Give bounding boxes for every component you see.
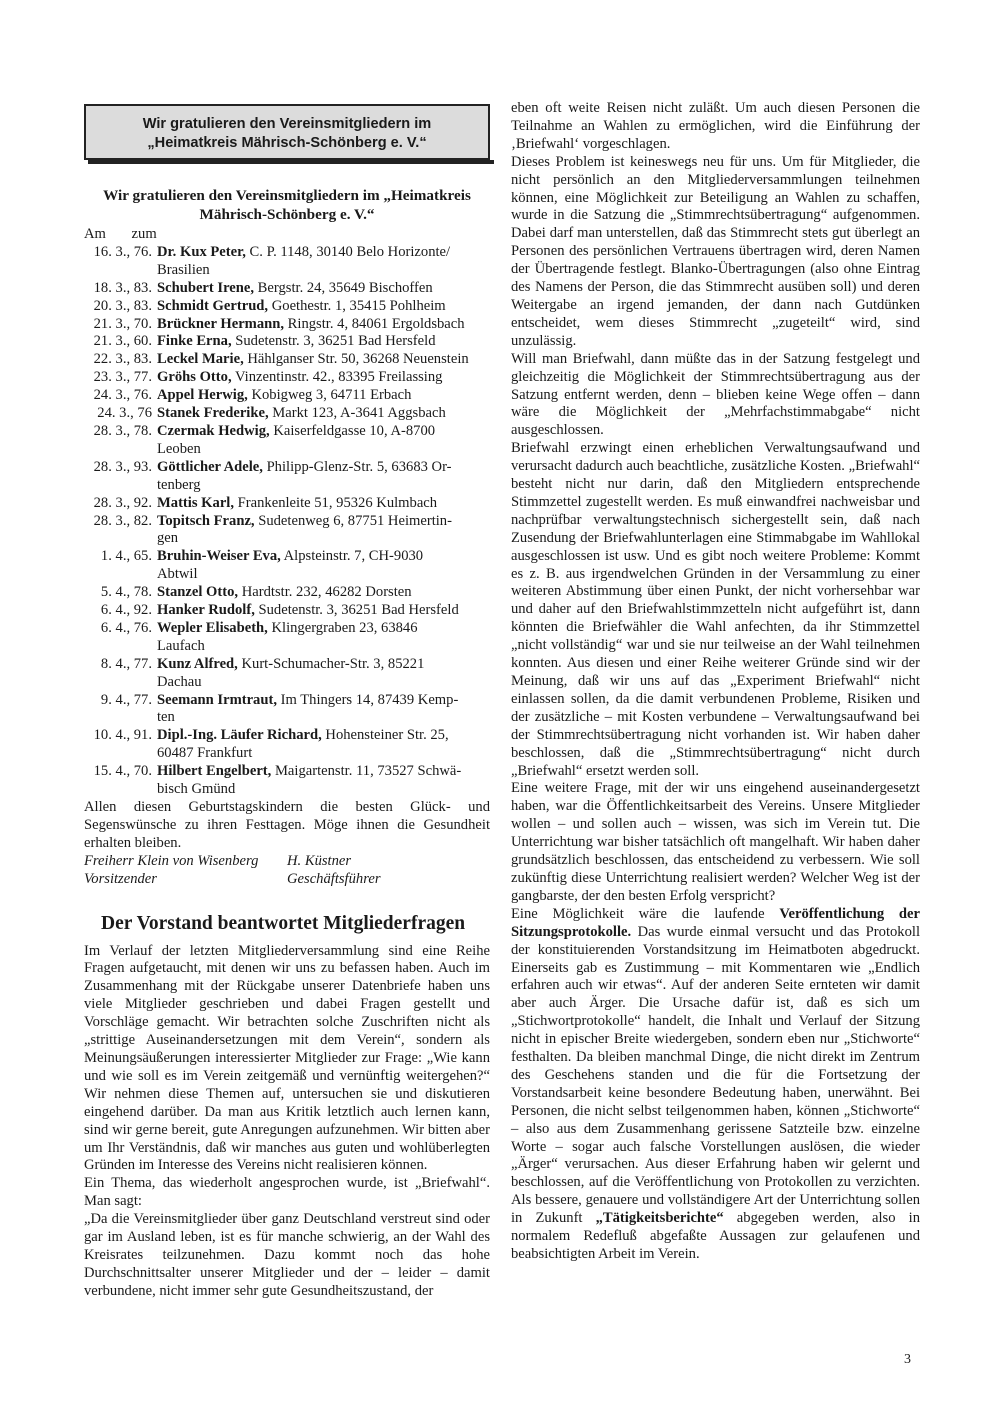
member-address: Vinzentinstr. 42., 83395 Freilassing	[231, 369, 443, 386]
member-address: Goethestr. 1, 35415 Pohlheim	[268, 297, 446, 314]
birthday-date: 10. 4., 91.	[93, 727, 152, 744]
member-address: Philipp-Glenz-Str. 5, 63683 Or-	[262, 458, 452, 475]
member-name: Dipl.-Ing. Läufer Richard,	[157, 727, 322, 744]
birthday-entry	[84, 387, 490, 405]
member-name: Wepler Elisabeth,	[157, 619, 268, 636]
birthday-date: 6. 4., 76.	[100, 619, 152, 636]
member-name: Hanker Rudolf,	[157, 602, 255, 619]
member-name: Brückner Hermann,	[157, 315, 285, 332]
birthday-details	[157, 423, 490, 459]
member-address: Hardtstr. 232, 46282 Dorsten	[238, 584, 412, 601]
label-zum: zum	[131, 226, 157, 242]
article-paragraph	[511, 906, 920, 1264]
birthday-details	[157, 727, 490, 763]
birthday-details	[157, 351, 490, 369]
birthday-entry	[84, 369, 490, 387]
member-address: Bergstr. 24, 35649 Bischoffen	[254, 279, 433, 296]
member-name: Dr. Kux Peter,	[157, 243, 246, 260]
article-paragraph: Ein Thema, das wiederholt angesprochen wurde, ist „Briefwahl“. Man sagt:	[84, 1175, 490, 1210]
birthday-date: 28. 3., 93.	[93, 458, 152, 475]
left-column	[84, 100, 490, 1301]
birthday-date: 16. 3., 76.	[93, 243, 152, 260]
text-run: abgegeben werden, also in normalem Redefluß abgefaßte Aussagen zur gelaufenen und beabsichtigten Arbeit im Verein.	[511, 1210, 920, 1262]
member-address: Kobigweg 3, 64711 Erbach	[247, 387, 412, 404]
birthday-date: 1. 4., 65.	[100, 548, 152, 565]
member-name: Hilbert Engelbert,	[157, 763, 272, 780]
member-address: Frankenleite 51, 95326 Kulmbach	[234, 494, 438, 511]
member-name: Leckel Marie,	[157, 351, 244, 368]
birthday-entry	[84, 513, 490, 549]
right-column	[511, 100, 920, 1264]
birthday-details	[157, 280, 490, 298]
member-address-continued: Brasilien	[157, 261, 210, 278]
birthday-details	[157, 513, 490, 549]
birthday-details	[157, 620, 490, 656]
birthday-details	[157, 495, 490, 513]
bold-term: Veröffentlichung der Sitzungsprotokolle.	[511, 905, 921, 940]
birthday-date: 8. 4., 77.	[100, 655, 152, 672]
birthday-date: 23. 3., 77.	[93, 369, 152, 386]
member-address: Klingergraben 23, 63846	[267, 619, 418, 636]
member-name: Mattis Karl,	[157, 494, 235, 511]
signature-right-role: Geschäftsführer	[287, 870, 381, 887]
birthday-details	[157, 602, 490, 620]
subhead-line-1: Wir gratulieren den Vereinsmitgliedern im „Heimatkreis	[103, 187, 471, 204]
member-address: Sudetenstr. 3, 36251 Bad Hersfeld	[254, 602, 459, 619]
member-name: Kunz Alfred,	[157, 655, 238, 672]
member-address: Hählganser Str. 50, 36268 Neuenstein	[243, 351, 469, 368]
member-address: Im Thingers 14, 87439 Kemp-	[276, 691, 459, 708]
birthday-date: 28. 3., 92.	[93, 494, 152, 511]
article-paragraph: Eine weitere Frage, mit der wir uns eingehend auseinandergesetzt haben, war die Öffentlichkeitsarbeit des Vereins. Unsere Mitglieder wollen – und sollen auch – wissen, was sich im Verein tut. Die Unterrichtung war bisher tatsächlich oft mangelhaft. Wir haben daher grundsätzlich beschlossen, das entscheidend zu verbessern. Wie soll zukünftig diese Unterrichtung realisiert werden? Welcher Weg ist der gangbarste, der den besten Erfolg verspricht?	[511, 780, 920, 904]
box-title-line-2: „Heimatkreis Mährisch-Schönberg e. V.“	[147, 135, 427, 151]
birthday-entry	[84, 316, 490, 334]
member-address: Markt 123, A-3641 Aggsbach	[268, 405, 446, 422]
birthday-details	[157, 298, 490, 316]
birthday-details	[157, 548, 490, 584]
birthday-date: 24. 3., 76	[97, 405, 152, 422]
birthday-list	[84, 244, 490, 799]
birthday-entry	[84, 244, 490, 280]
birthday-entry	[84, 584, 490, 602]
birthday-date: 24. 3., 76.	[93, 387, 152, 404]
birthday-details	[157, 369, 490, 387]
member-address-continued: Leoben	[157, 440, 201, 457]
birthday-date: 21. 3., 70.	[93, 315, 152, 332]
birthday-entry	[84, 620, 490, 656]
birthday-entry	[84, 495, 490, 513]
member-address-continued: 60487 Frankfurt	[157, 745, 253, 762]
member-address-continued: gen	[157, 530, 179, 547]
member-name: Bruhin-Weiser Eva,	[157, 548, 281, 565]
birthday-date: 6. 4., 92.	[100, 602, 152, 619]
article-title: Der Vorstand beantwortet Mitgliederfragen	[101, 912, 466, 934]
column-labels	[84, 226, 490, 244]
member-address-continued: Dachau	[157, 673, 202, 690]
closing-wishes: Allen diesen Geburtstagskindern die besten Glück- und Segenswünsche zu ihren Festtagen. Möge ihnen die Gesundheit erhalten bleiben.	[84, 799, 490, 851]
birthday-entry	[84, 405, 490, 423]
birthday-entry	[84, 548, 490, 584]
signature-right-name: H. Küstner	[287, 852, 352, 869]
box-title-line-1: Wir gratulieren den Vereinsmitgliedern im	[142, 116, 432, 132]
page-number: 3	[904, 1352, 911, 1367]
birthday-details	[157, 244, 490, 280]
birthday-entry	[84, 602, 490, 620]
birthday-entry	[84, 692, 490, 728]
congratulation-box	[84, 104, 490, 160]
birthday-details	[157, 316, 490, 334]
member-address: Alpsteinstr. 7, CH-9030	[280, 548, 424, 565]
birthday-details	[157, 692, 490, 728]
birthday-date: 5. 4., 78.	[100, 584, 152, 601]
signature-left-name: Freiherr Klein von Wisenberg	[84, 852, 259, 869]
birthday-date: 9. 4., 77.	[100, 691, 152, 708]
text-run: Das wurde einmal versucht und das Protokoll der konstituierenden Vorstandsitzung im Heimatboten abgedruckt. Einerseits gab es Zustimmung – mit Kommentaren wie „Endlich erfahren auch wir etwas“. Auf der anderen Seite ernteten wir damit aber auch Ärger. Die Ursache dafür ist, daß es sich um „Stichwortprotokolle“ handelt, die Inhalt und Verlauf der Sitzung nicht in epischer Breite wiedergeben, sondern eben nur „Stichworte“ festhalten. Da bleiben manchmal Dinge, die nicht direkt im Zentrum des Geschehens standen und die für die Fortsetzung der Vorstandsarbeit keine besondere Bedeutung haben, unerwähnt. Bei Personen, die nicht selbst teilgenommen haben, können „Stichworte“ – also aus dem Zusammenhang gerissene Satzteile bzw. einzelne Worte – sogar auch falsche Vorstellungen auslösen, die wieder „Ärger“ verursachen. Aus dieser Erfahrung haben wir gelernt und beschlossen, auf die Veröffentlichung von Protokollen zu verzichten. Als bessere, genauere und vollständigere Art der Unterrichtung sollen in Zukunft	[511, 923, 920, 1227]
article-paragraph: „Da die Vereinsmitglieder über ganz Deutschland verstreut sind oder gar im Ausland leben, ist es für manche schwierig, an der Wahl des Kreisrates teilzunehmen. Dazu kommt noch das hohe Durchschnittsalter unserer Mitglieder und der – leider – damit verbundene, nicht immer sehr gute Gesundheitszustand, der	[84, 1211, 490, 1299]
birthday-details	[157, 405, 490, 423]
birthday-date: 20. 3., 83.	[93, 297, 152, 314]
birthday-entry	[84, 656, 490, 692]
birthday-details	[157, 387, 490, 405]
member-address: Ringstr. 4, 84061 Ergoldsbach	[284, 315, 465, 332]
member-name: Seemann Irmtraut,	[157, 691, 277, 708]
member-name: Schmidt Gertrud,	[157, 297, 269, 314]
member-address-continued: ten	[157, 709, 175, 726]
member-name: Appel Herwig,	[157, 387, 248, 404]
birthday-date: 28. 3., 78.	[93, 422, 152, 439]
birthday-details	[157, 584, 490, 602]
bold-term: „Tätigkeitsberichte“	[595, 1210, 724, 1227]
subhead-line-2: Mährisch-Schönberg e. V.“	[199, 205, 375, 223]
article-paragraph: eben oft weite Reisen nicht zuläßt. Um auch diesen Personen die Teilnahme an Wahlen zu ermöglichen, wird die Einführung der ‚Briefwahl‘ vorgeschlagen.	[511, 100, 920, 152]
text-run: Eine Möglichkeit wäre die laufende	[511, 905, 780, 922]
birthday-details	[157, 763, 490, 799]
member-address-continued: bisch Gmünd	[157, 781, 236, 798]
birthday-entry	[84, 423, 490, 459]
signature-left-role: Vorsitzender	[84, 870, 157, 887]
member-name: Göttlicher Adele,	[157, 458, 263, 475]
article-paragraph: Dieses Problem ist keineswegs neu für uns. Um für Mitglieder, die nicht persönlich an den Mitgliederversammlungen teilnehmen können, eine Möglichkeit zur Beteiligung an Wahlen zu schaffen, wurde in die Satzung die „Stimmrechtsübertragung“ aufgenommen. Dabei darf man unterstellen, daß das Stimmrecht stets gut überlegt an Personen des persönlichen Vertrauens übertragen wird, deren Namen der Übertragende festlegt. Blanko-Übertragungen (also ohne Eintrag des Namens der Person, die das Stimmrecht ausüben soll) und deren Weitergabe an irgend jemanden, der dann nach Gutdünken entscheidet, wem dieses Stimmrecht „zugeteilt“ wird, sind unzulässig.	[511, 153, 920, 349]
member-name: Topitsch Franz,	[157, 512, 255, 529]
article-paragraph: Will man Briefwahl, dann müßte das in der Satzung festgelegt und gleichzeitig die Möglichkeit der Stimmrechtsübertragung aus der Satzung entfernt werden, denn – blieben keine Wege offen – dann wäre die Möglichkeit der „Mehrfachstimmabgabe“ nicht ausgeschlossen.	[511, 350, 920, 439]
member-address-continued: Laufach	[157, 637, 205, 654]
member-name: Gröhs Otto,	[157, 369, 232, 386]
birthday-entry	[84, 333, 490, 351]
birthday-details	[157, 459, 490, 495]
birthday-entry	[84, 351, 490, 369]
birthday-details	[157, 656, 490, 692]
member-name: Czermak Hedwig,	[157, 422, 270, 439]
member-address: Kaiserfeldgasse 10, A-8700	[269, 422, 436, 439]
member-address: Sudetenweg 6, 87751 Heimertin-	[254, 512, 452, 529]
birthday-details	[157, 333, 490, 351]
member-name: Stanek Frederike,	[157, 405, 269, 422]
birthday-date: 28. 3., 82.	[93, 512, 152, 529]
member-address: Kurt-Schumacher-Str. 3, 85221	[237, 655, 425, 672]
birthday-subheading	[84, 187, 490, 224]
member-address: C. P. 1148, 30140 Belo Horizonte/	[245, 243, 451, 260]
article-paragraph: Briefwahl erzwingt einen erheblichen Verwaltungsaufwand und verursacht dadurch auch beachtliche, zusätzliche Kosten. „Briefwahl“ besteht nicht nur darin, daß den Mitgliedern entsprechende Stimmzettel zugestellt werden. Es muß einwandfrei nachweisbar und nachprüfbar verwaltungstechnisch sichergestellt sein, daß nach Zusendung der Briefwahlunterlagen eine Stimmabgabe im Wahllokal ausgeschlossen ist usw. Und es gibt noch weitere Probleme: Kommt es z. B. aus irgendwelchen Gründen in der Versammlung zu einer weiteren Abstimmung über einen Punkt, der nicht vorhersehbar war und daher auf den Briefwahlstimmzetteln nicht aufgeführt ist, dann könnten die Briefwähler die Wahl anfechten, da ihr Stimmzettel „nicht vollständig“ war und sie nur teilweise an der Wahl teilnehmen konnten. Aus diesen und einer Reihe weiterer Gründe sind wir der Meinung, daß wir uns auf das „Experiment Briefwahl“ nicht einlassen sollen, da die damit verbundenen Probleme, Risiken und der zusätzliche – mit Kosten verbundene – Verwaltungsaufwand bei der Stimmrechtsübertragung nicht vorhanden ist. Wir haben daher beschlossen, daß die „Stimmrechtsübertragung“ nicht durch „Briefwahl“ ersetzt werden soll.	[511, 440, 920, 779]
label-am: Am	[84, 226, 106, 242]
article-paragraph: Im Verlauf der letzten Mitgliederversammlung sind eine Reihe Fragen aufgetaucht, mit denen wir uns zu befassen haben. Auch im Zusammenhang mit der Rückgabe unserer Datenbriefe haben uns viele Mitglieder geschrieben und dabei Fragen gestellt und Vorschläge gemacht. Wir betrachten solche Zuschriften nicht als „strittige Auseinandersetzungen mit dem Verein“, sondern als Meinungsäußerungen interessierter Mitglieder zur Frage: „Wie kann und wie soll es im Verein zeitgemäß und vernünftig weitergehen?“ Wir nehmen diese Themen auf, untersuchen sie und diskutieren eingehend darüber. Da man aus Kritik letztlich auch lernen kann, sind wir gerne bereit, gute Anregungen aufzunehmen. Wir bitten aber um Ihr Verständnis, daß wir manches aus guten und wohlüberlegten Gründen im Interesse des Vereins nicht realisieren können.	[84, 942, 490, 1174]
birthday-date: 22. 3., 83.	[93, 351, 152, 368]
member-address: Maigartenstr. 11, 73527 Schwä-	[271, 763, 462, 780]
birthday-date: 18. 3., 83.	[93, 279, 152, 296]
member-address-continued: Abtwil	[157, 566, 198, 583]
member-address: Hohensteiner Str. 25,	[321, 727, 449, 744]
birthday-date: 21. 3., 60.	[93, 333, 152, 350]
member-name: Schubert Irene,	[157, 279, 255, 296]
signature-block	[84, 853, 490, 889]
member-address-continued: tenberg	[157, 476, 201, 493]
birthday-entry	[84, 727, 490, 763]
birthday-date: 15. 4., 70.	[93, 763, 152, 780]
birthday-entry	[84, 280, 490, 298]
birthday-entry	[84, 459, 490, 495]
member-address: Sudetenstr. 3, 36251 Bad Hersfeld	[231, 333, 436, 350]
member-name: Stanzel Otto,	[157, 584, 239, 601]
birthday-entry	[84, 763, 490, 799]
birthday-entry	[84, 298, 490, 316]
member-name: Finke Erna,	[157, 333, 232, 350]
